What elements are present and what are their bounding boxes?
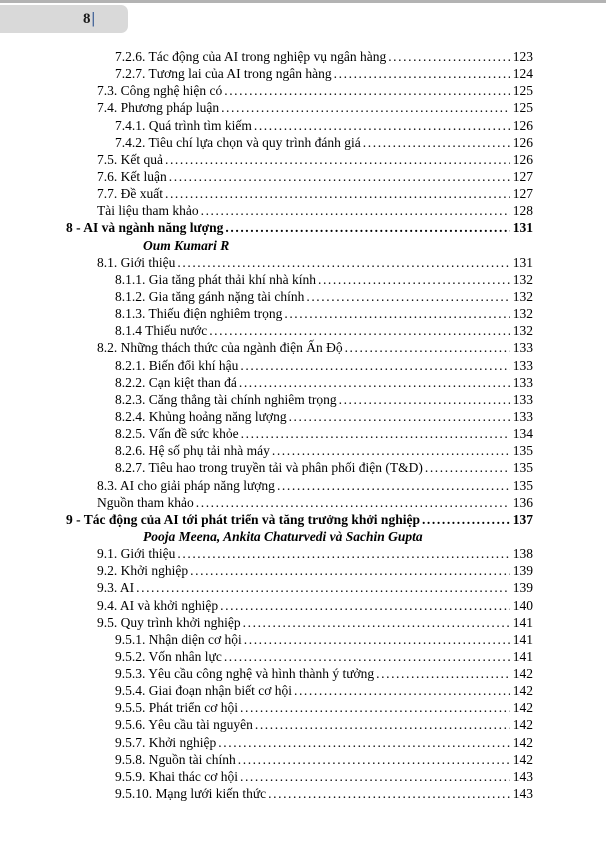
toc-entry — [0, 648, 533, 665]
toc-entry-label: 7.6. Kết luận — [97, 168, 167, 184]
dot-leader — [306, 288, 509, 305]
toc-entry-page: 141 — [512, 614, 533, 630]
toc-author-names: Oum Kumari R — [143, 237, 230, 253]
toc-entry-label: 8.2.7. Tiêu hao trong truyền tải và phân phối điện (T&D) — [115, 460, 423, 476]
toc-entry-page: 142 — [512, 734, 533, 750]
dot-leader — [224, 648, 510, 665]
dot-leader — [339, 391, 510, 408]
dot-leader — [209, 322, 510, 339]
toc-entry-page: 142 — [512, 666, 533, 682]
dot-leader — [221, 99, 510, 116]
toc-entry — [0, 168, 533, 185]
toc-entry — [0, 391, 533, 408]
toc-entry — [0, 151, 533, 168]
toc-author-line — [0, 528, 533, 545]
toc-entry-label: 8.2.1. Biến đổi khí hậu — [115, 357, 239, 373]
toc-entry-label: 9.5.5. Phát triển cơ hội — [115, 700, 238, 716]
toc-entry-page: 143 — [512, 786, 533, 802]
toc-entry — [0, 65, 533, 82]
toc-entry-page: 141 — [512, 631, 533, 647]
dot-leader — [240, 768, 510, 785]
toc-entry-page: 142 — [512, 683, 533, 699]
toc-entry-label: 8.2.2. Cạn kiệt than đá — [115, 374, 237, 390]
dot-leader — [422, 511, 510, 528]
dot-leader — [240, 699, 510, 716]
toc-entry — [0, 665, 533, 682]
toc-entry-label: 8.2.3. Căng thẳng tài chính nghiêm trọng — [115, 391, 337, 407]
dot-leader — [345, 339, 510, 356]
toc-entry-page: 133 — [512, 357, 533, 373]
toc-entry-label: 7.2.7. Tương lai của AI trong ngân hàng — [115, 66, 332, 82]
dot-leader — [220, 597, 510, 614]
dot-leader — [177, 545, 509, 562]
toc-entry-label: 8.2. Những thách thức của ngành điện Ấn Độ — [97, 340, 343, 356]
toc-entry-label: 8.1. Giới thiệu — [97, 254, 176, 270]
toc-entry — [0, 442, 533, 459]
page-header-badge — [0, 5, 128, 33]
toc-entry — [0, 339, 533, 356]
dot-leader — [177, 254, 509, 271]
toc-entry — [0, 117, 533, 134]
toc-entry-page: 128 — [512, 203, 533, 219]
toc-entry-page: 142 — [512, 751, 533, 767]
toc-entry-page: 132 — [512, 288, 533, 304]
toc-entry-label: 8.1.3. Thiếu điện nghiêm trọng — [115, 306, 283, 322]
toc-entry — [0, 597, 533, 614]
toc-entry-label: 9.5.8. Nguồn tài chính — [115, 751, 236, 767]
toc-entry — [0, 716, 533, 733]
toc-entry-page: 125 — [512, 83, 533, 99]
toc-entry — [0, 271, 533, 288]
toc-entry-page: 132 — [512, 323, 533, 339]
toc-entry-label: 9.5.10. Mạng lưới kiến thức — [115, 786, 267, 802]
dot-leader — [165, 185, 510, 202]
toc-entry — [0, 357, 533, 374]
toc-entry-page: 142 — [512, 700, 533, 716]
toc-entry-page: 132 — [512, 306, 533, 322]
dot-leader — [277, 477, 510, 494]
toc-entry-label: 9.3. AI — [97, 580, 135, 596]
toc-entry-label: 9.5.1. Nhận diện cơ hội — [115, 631, 242, 647]
dot-leader — [272, 442, 510, 459]
toc-entry — [0, 374, 533, 391]
dot-leader — [241, 425, 510, 442]
toc-entry-label: 8.3. AI cho giải pháp năng lượng — [97, 477, 275, 493]
toc-entry — [0, 494, 533, 511]
toc-entry — [0, 562, 533, 579]
toc-entry-page: 133 — [512, 408, 533, 424]
toc-entry — [0, 288, 533, 305]
toc-entry — [0, 82, 533, 99]
toc-entry — [0, 322, 533, 339]
toc-entry — [0, 48, 533, 65]
toc-entry-page: 126 — [512, 151, 533, 167]
dot-leader — [218, 734, 509, 751]
toc-entry-page: 127 — [512, 186, 533, 202]
toc-entry-label: 9.2. Khởi nghiệp — [97, 563, 189, 579]
toc-entry-label: 9.5.2. Vốn nhân lực — [115, 648, 222, 664]
toc-entry-page: 141 — [512, 648, 533, 664]
toc-entry-label: 9.5. Quy trình khởi nghiệp — [97, 614, 241, 630]
toc-entry-page: 135 — [512, 477, 533, 493]
toc-entry-page: 139 — [512, 580, 533, 596]
toc-entry-page: 143 — [512, 768, 533, 784]
toc-entry-label: 9.4. AI và khởi nghiệp — [97, 597, 219, 613]
toc-entry-label: 8.2.6. Hệ số phụ tải nhà máy — [115, 443, 270, 459]
dot-leader — [294, 682, 510, 699]
toc-entry-page: 124 — [512, 66, 533, 82]
toc-entry — [0, 425, 533, 442]
dot-leader — [225, 219, 509, 236]
dot-leader — [318, 271, 510, 288]
dot-leader — [243, 614, 510, 631]
toc-entry-page: 126 — [512, 134, 533, 150]
dot-leader — [289, 408, 510, 425]
dot-leader — [169, 168, 510, 185]
toc-entry-page: 133 — [512, 391, 533, 407]
toc-entry-label: 9.5.9. Khai thác cơ hội — [115, 768, 238, 784]
toc-entry-label: 7.5. Kết quả — [97, 151, 163, 167]
toc-entry — [0, 614, 533, 631]
toc-entry-page: 125 — [512, 100, 533, 116]
toc-entry-label: 8.2.4. Khủng hoảng năng lượng — [115, 408, 287, 424]
toc-entry — [0, 734, 533, 751]
toc-entry-page: 135 — [512, 460, 533, 476]
toc-entry — [0, 408, 533, 425]
dot-leader — [224, 82, 510, 99]
dot-leader — [388, 48, 510, 65]
dot-leader — [190, 562, 510, 579]
dot-leader — [376, 665, 510, 682]
toc-entry — [0, 219, 533, 236]
toc-entry-label: 9.1. Giới thiệu — [97, 546, 176, 562]
toc-entry — [0, 254, 533, 271]
toc-entry — [0, 699, 533, 716]
toc-list — [0, 48, 533, 802]
dot-leader — [244, 631, 510, 648]
toc-entry-label: 8.1.1. Gia tăng phát thải khí nhà kính — [115, 271, 316, 287]
toc-entry-label: 9.5.7. Khởi nghiệp — [115, 734, 217, 750]
dot-leader — [201, 202, 510, 219]
dot-leader — [284, 305, 509, 322]
dot-leader — [239, 374, 510, 391]
toc-entry — [0, 682, 533, 699]
dot-leader — [238, 751, 510, 768]
dot-leader — [425, 459, 510, 476]
toc-entry-page: 133 — [512, 340, 533, 356]
toc-entry-page: 133 — [512, 374, 533, 390]
toc-entry — [0, 134, 533, 151]
toc-entry-page: 126 — [512, 117, 533, 133]
toc-entry — [0, 545, 533, 562]
dot-leader — [196, 494, 510, 511]
toc-entry-label: 7.2.6. Tác động của AI trong nghiệp vụ ngân hàng — [115, 49, 387, 64]
page-top-border — [0, 0, 606, 3]
toc-entry — [0, 768, 533, 785]
toc-entry-page: 135 — [512, 443, 533, 459]
toc-entry-page: 132 — [512, 271, 533, 287]
toc-entry-page: 123 — [512, 49, 533, 64]
toc-entry — [0, 459, 533, 476]
toc-entry — [0, 751, 533, 768]
dot-leader — [268, 785, 510, 802]
toc-entry — [0, 579, 533, 596]
dot-leader — [363, 134, 510, 151]
toc-entry-label: 7.7. Đề xuất — [97, 186, 163, 202]
toc-entry-label: Nguồn tham khảo — [97, 494, 194, 510]
toc-entry-page: 138 — [512, 546, 533, 562]
dot-leader — [136, 579, 510, 596]
toc-entry-label: 9 - Tác động của AI tới phát triển và tăng trưởng khởi nghiệp — [66, 511, 420, 527]
toc-entry-page: 140 — [512, 597, 533, 613]
toc-entry-page: 131 — [512, 254, 533, 270]
toc-entry-label: 7.4. Phương pháp luận — [97, 100, 220, 116]
toc-entry — [0, 99, 533, 116]
toc-entry-page: 134 — [512, 426, 533, 442]
toc-author-names: Pooja Meena, Ankita Chaturvedi và Sachin Gupta — [143, 528, 423, 544]
toc-entry-page: 139 — [512, 563, 533, 579]
toc-entry-label: 9.5.4. Giai đoạn nhận biết cơ hội — [115, 683, 292, 699]
dot-leader — [334, 65, 510, 82]
toc-entry — [0, 631, 533, 648]
toc-entry — [0, 202, 533, 219]
header-separator-bar: | — [91, 10, 95, 27]
header-page-number: 8 — [82, 10, 91, 27]
toc-entry-page: 137 — [512, 511, 533, 527]
toc-entry-label: 8.1.4 Thiếu nước — [115, 323, 208, 339]
dot-leader — [254, 117, 510, 134]
dot-leader — [240, 357, 509, 374]
toc-entry-label: 7.4.1. Quá trình tìm kiếm — [115, 117, 252, 133]
toc-entry-label: 8 - AI và ngành năng lượng — [66, 220, 224, 236]
toc-entry-label: 9.5.3. Yêu cầu công nghệ và hình thành ý tưởng — [115, 666, 375, 682]
toc-entry-label: 8.2.5. Vấn đề sức khỏe — [115, 426, 239, 442]
dot-leader — [255, 716, 510, 733]
toc-entry-page: 142 — [512, 717, 533, 733]
toc-entry — [0, 305, 533, 322]
toc-entry — [0, 785, 533, 802]
toc-author-line — [0, 237, 533, 254]
toc-entry — [0, 477, 533, 494]
toc-entry-label: 7.3. Công nghệ hiện có — [97, 83, 223, 99]
toc-entry-label: Tài liệu tham khảo — [97, 203, 199, 219]
toc-entry-label: 8.1.2. Gia tăng gánh nặng tài chính — [115, 288, 305, 304]
toc-entry-page: 127 — [512, 168, 533, 184]
toc-entry-page: 131 — [512, 220, 533, 236]
toc-entry-label: 9.5.6. Yêu cầu tài nguyên — [115, 717, 253, 733]
toc-entry-page: 136 — [512, 494, 533, 510]
toc-entry-label: 7.4.2. Tiêu chí lựa chọn và quy trình đánh giá — [115, 134, 361, 150]
toc-entry — [0, 185, 533, 202]
toc-entry — [0, 511, 533, 528]
dot-leader — [165, 151, 510, 168]
